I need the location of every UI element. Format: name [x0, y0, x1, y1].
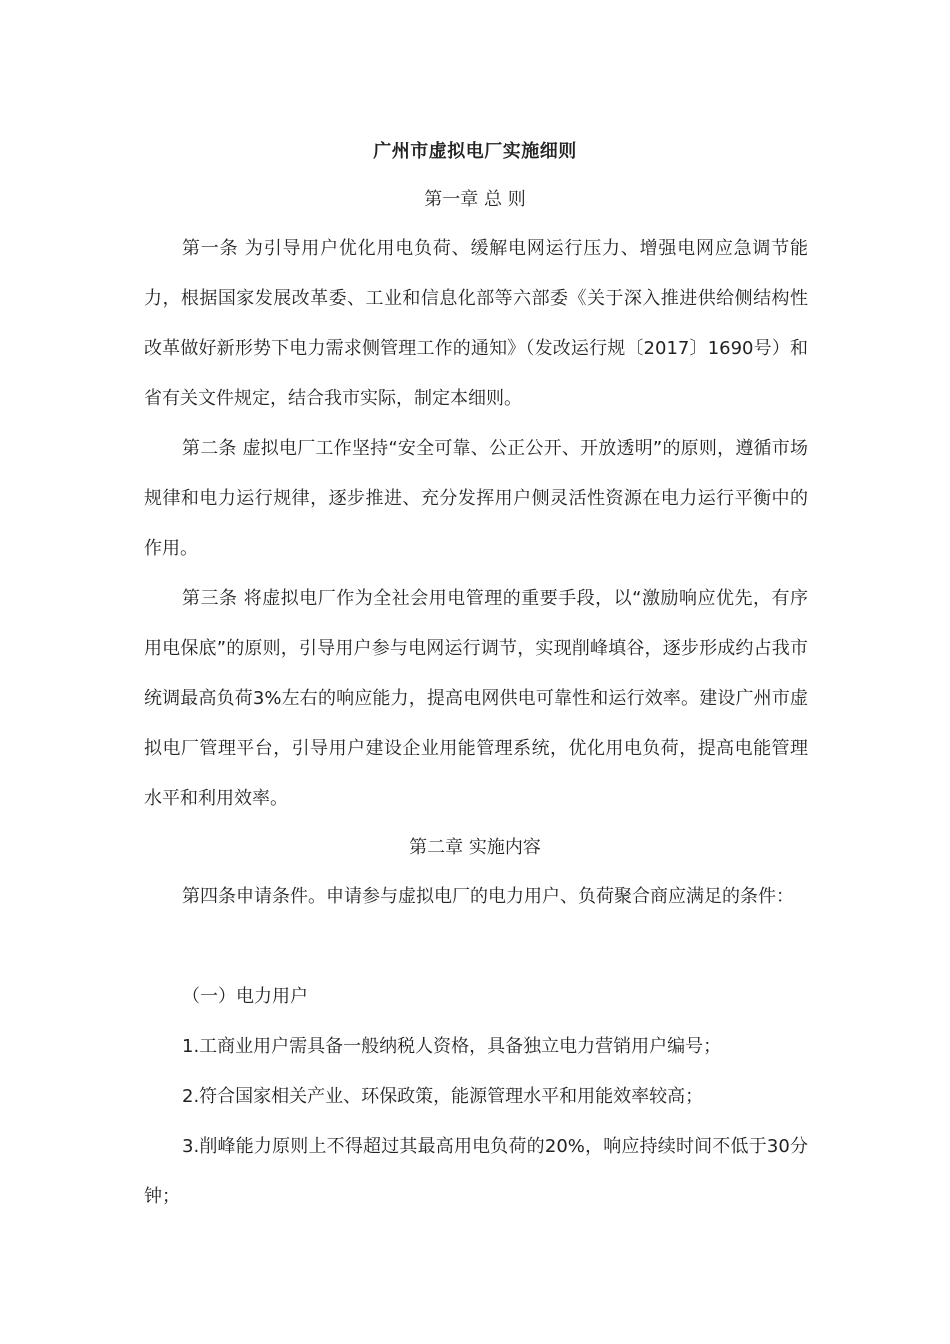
article-2-paragraph: 第二条 虚拟电厂工作坚持“安全可靠、公正公开、开放透明”的原则，遵循市场规律和电力运行规律，逐步推进、充分发挥用户侧灵活性资源在电力运行平衡中的作用。 — [144, 438, 808, 559]
chapter-2-heading: 第二章 实施内容 — [409, 837, 541, 858]
document-title: 广州市虚拟电厂实施细则 — [373, 141, 577, 162]
chapter-1-heading: 第一章 总 则 — [424, 189, 526, 210]
article-4-paragraph: 第四条申请条件。申请参与虚拟电厂的电力用户、负荷聚合商应满足的条件： — [182, 886, 794, 907]
article-3-paragraph: 第三条 将虚拟电厂作为全社会用电管理的重要手段，以“激励响应优先，有序用电保底”的原则，引导用户参与电网运行调节，实现削峰填谷，逐步形成约占我市统调最高负荷3%左右的响应能力，提高电网供电可靠性和运行效率。建设广州市虚拟电厂管理平台，引导用户建设企业用能管理系统，优化用电负荷，提高电能管理水平和利用效率。 — [144, 588, 808, 809]
condition-item-3: 3.削峰能力原则上不得超过其最高用电负荷的20%，响应持续时间不低于30分钟； — [144, 1136, 808, 1207]
section-power-users: （一）电力用户 — [182, 986, 308, 1007]
condition-item-1: 1.工商业用户需具备一般纳税人资格，具备独立电力营销用户编号； — [182, 1036, 722, 1057]
article-1-paragraph: 第一条 为引导用户优化用电负荷、缓解电网运行压力、增强电网应急调节能力，根据国家发展改革委、工业和信息化部等六部委《关于深入推进供给侧结构性改革做好新形势下电力需求侧管理工作的通知》（发改运行规〔2017〕1690号）和省有关文件规定，结合我市实际，制定本细则。 — [144, 238, 808, 409]
condition-item-2: 2.符合国家相关产业、环保政策，能源管理水平和用能效率较高； — [182, 1086, 704, 1107]
